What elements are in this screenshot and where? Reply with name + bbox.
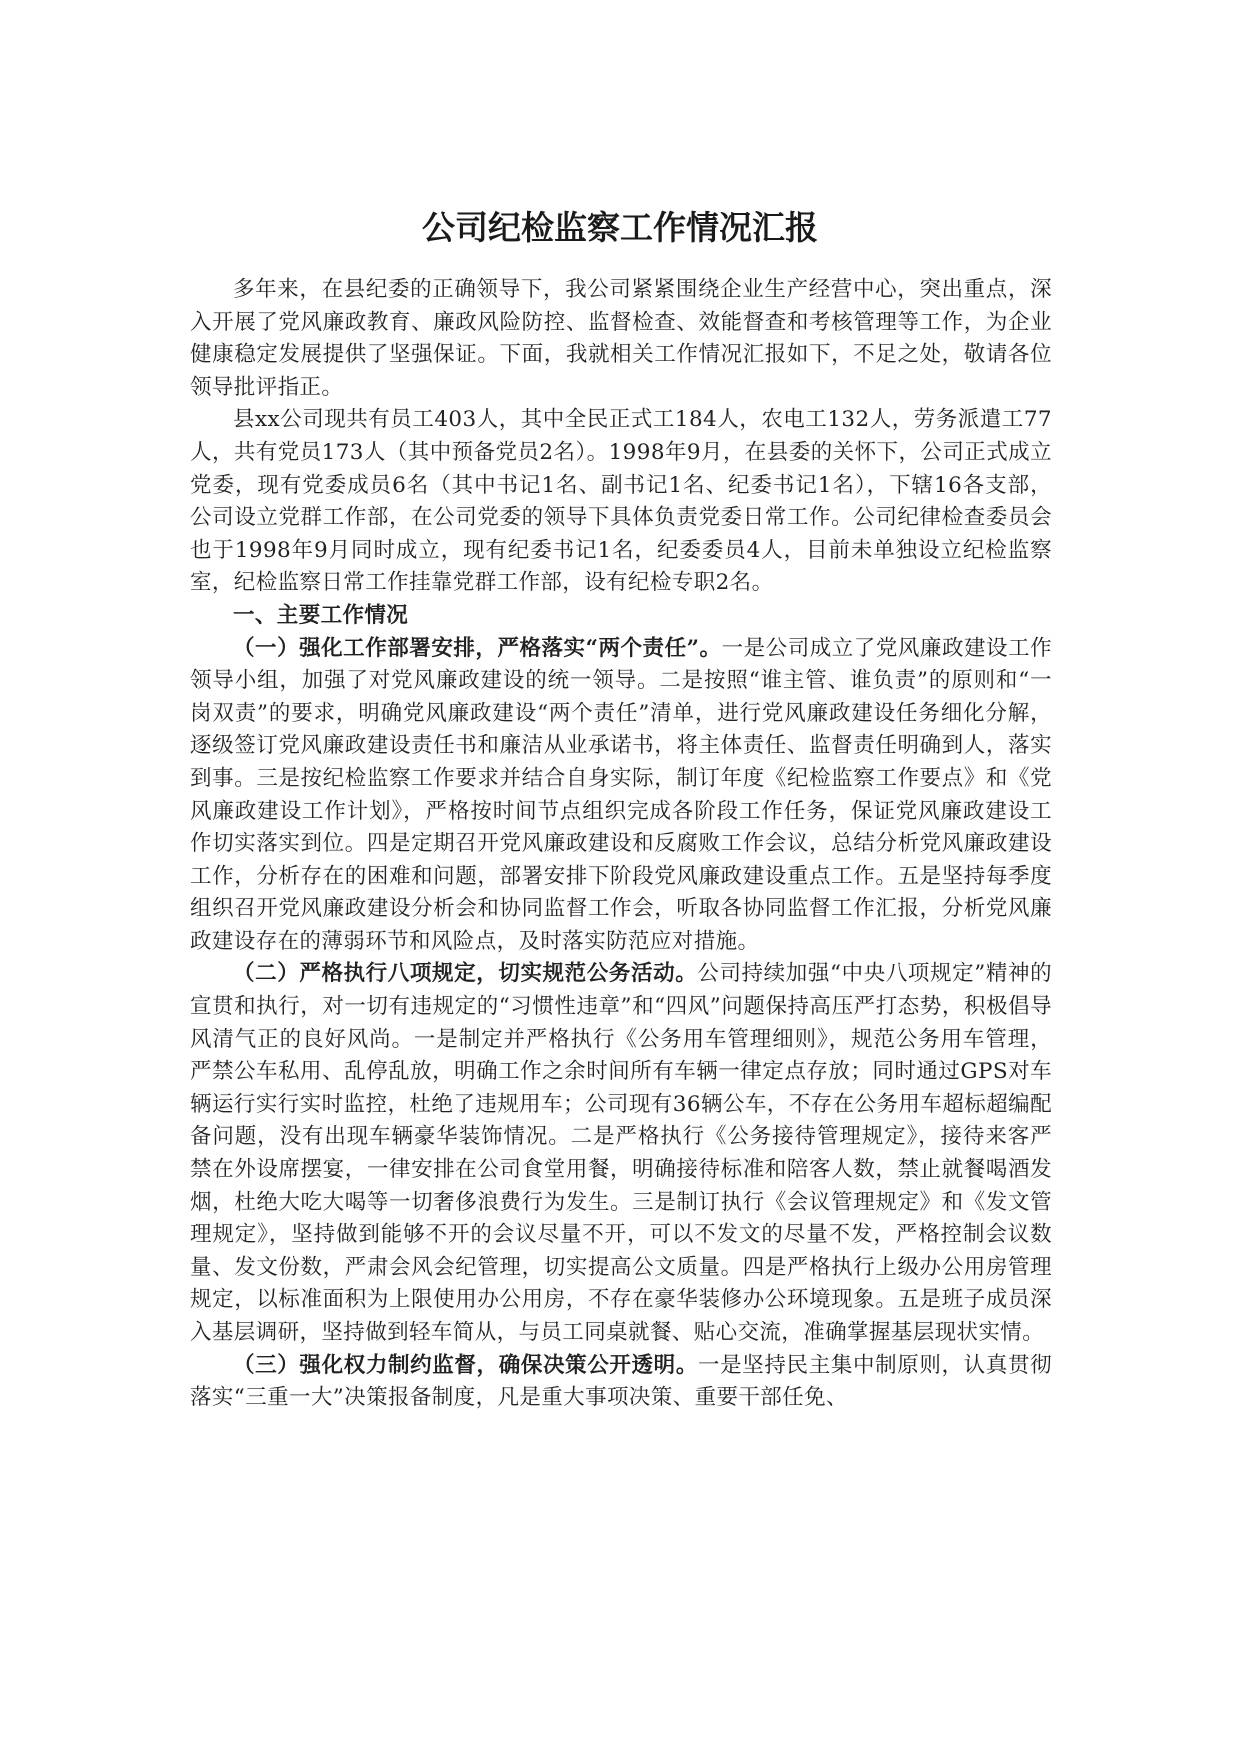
- item-1-text: 一是公司成立了党风廉政建设工作领导小组，加强了对党风廉政建设的统一领导。二是按照“谁主管、谁负责”的原则和“一岗双责”的要求，明确党风廉政建设“两个责任”清单，进行党风廉政建设任务细化分解，逐级签订党风廉政建设责任书和廉洁从业承诺书，将主体责任、监督责任明确到人，落实到事。三是按纪检监察工作要求并结合自身实际，制订年度《纪检监察工作要点》和《党风廉政建设工作计划》，严格按时间节点组织完成各阶段工作任务，保证党风廉政建设工作切实落实到位。四是定期召开党风廉政建设和反腐败工作会议，总结分析党风廉政建设工作，分析存在的困难和问题，部署安排下阶段党风廉政建设重点工作。五是坚持每季度组织召开党风廉政建设分析会和协同监督工作会，听取各协同监督工作汇报，分析党风廉政建设存在的薄弱环节和风险点，及时落实防范应对措施。: [190, 635, 1052, 954]
- item-paragraph-3: [190, 1350, 1052, 1415]
- document-body: [190, 274, 1052, 1415]
- item-paragraph-2: [190, 958, 1052, 1349]
- document-title: 公司纪检监察工作情况汇报: [422, 208, 818, 247]
- item-paragraph-1: [190, 633, 1052, 959]
- item-2-lead: （二）严格执行八项规定，切实规范公务活动。: [233, 961, 698, 987]
- intro-paragraph: 多年来，在县纪委的正确领导下，我公司紧紧围绕企业生产经营中心，突出重点，深入开展了党风廉政教育、廉政风险防控、监督检查、效能督查和考核管理等工作，为企业健康稳定发展提供了坚强保证。下面，我就相关工作情况汇报如下，不足之处，敬请各位领导批评指正。: [190, 277, 1052, 400]
- section-heading-main-work: 一、主要工作情况: [233, 602, 409, 628]
- item-2-text: 公司持续加强“中央八项规定”精神的宣贯和执行，对一切有违规定的“习惯性违章”和“四风”问题保持高压严打态势，积极倡导风清气正的良好风尚。一是制定并严格执行《公务用车管理细则》，规范公务用车管理，严禁公车私用、乱停乱放，明确工作之余时间所有车辆一律定点存放；同时通过GPS对车辆运行实行实时监控，杜绝了违规用车；公司现有36辆公车，不存在公务用车超标超编配备问题，没有出现车辆豪华装饰情况。二是严格执行《公务接待管理规定》，接待来客严禁在外设席摆宴，一律安排在公司食堂用餐，明确接待标准和陪客人数，禁止就餐喝酒发烟，杜绝大吃大喝等一切奢侈浪费行为发生。三是制订执行《会议管理规定》和《发文管理规定》，坚持做到能够不开的会议尽量不开，可以不发文的尽量不发，严格控制会议数量、发文份数，严肃会风会纪管理，切实提高公文质量。四是严格执行上级办公用房管理规定，以标准面积为上限使用办公用房，不存在豪华装修办公环境现象。五是班子成员深入基层调研，坚持做到轻车简从，与员工同桌就餐、贴心交流，准确掌握基层现状实情。: [190, 961, 1052, 1345]
- item-3-text: 一是坚持民主集中制原则，认真贯彻落实“三重一大”决策报备制度，凡是重大事项决策、重要干部任免、: [190, 1352, 1053, 1411]
- company-overview-paragraph: 县xx公司现共有员工403人，其中全民正式工184人，农电工132人，劳务派遣工77人，共有党员173人（其中预备党员2名）。1998年9月，在县委的关怀下，公司正式成立党委，现有党委成员6名（其中书记1名、副书记1名、纪委书记1名），下辖16各支部，公司设立党群工作部，在公司党委的领导下具体负责党委日常工作。公司纪律检查委员会也于1998年9月同时成立，现有纪委书记1名，纪委委员4人，目前未单独设立纪检监察室，纪检监察日常工作挂靠党群工作部，设有纪检专职2名。: [190, 407, 1052, 596]
- item-1-lead: （一）强化工作部署安排，严格落实“两个责任”。: [233, 635, 722, 661]
- item-3-lead: （三）强化权力制约监督，确保决策公开透明。: [233, 1352, 698, 1378]
